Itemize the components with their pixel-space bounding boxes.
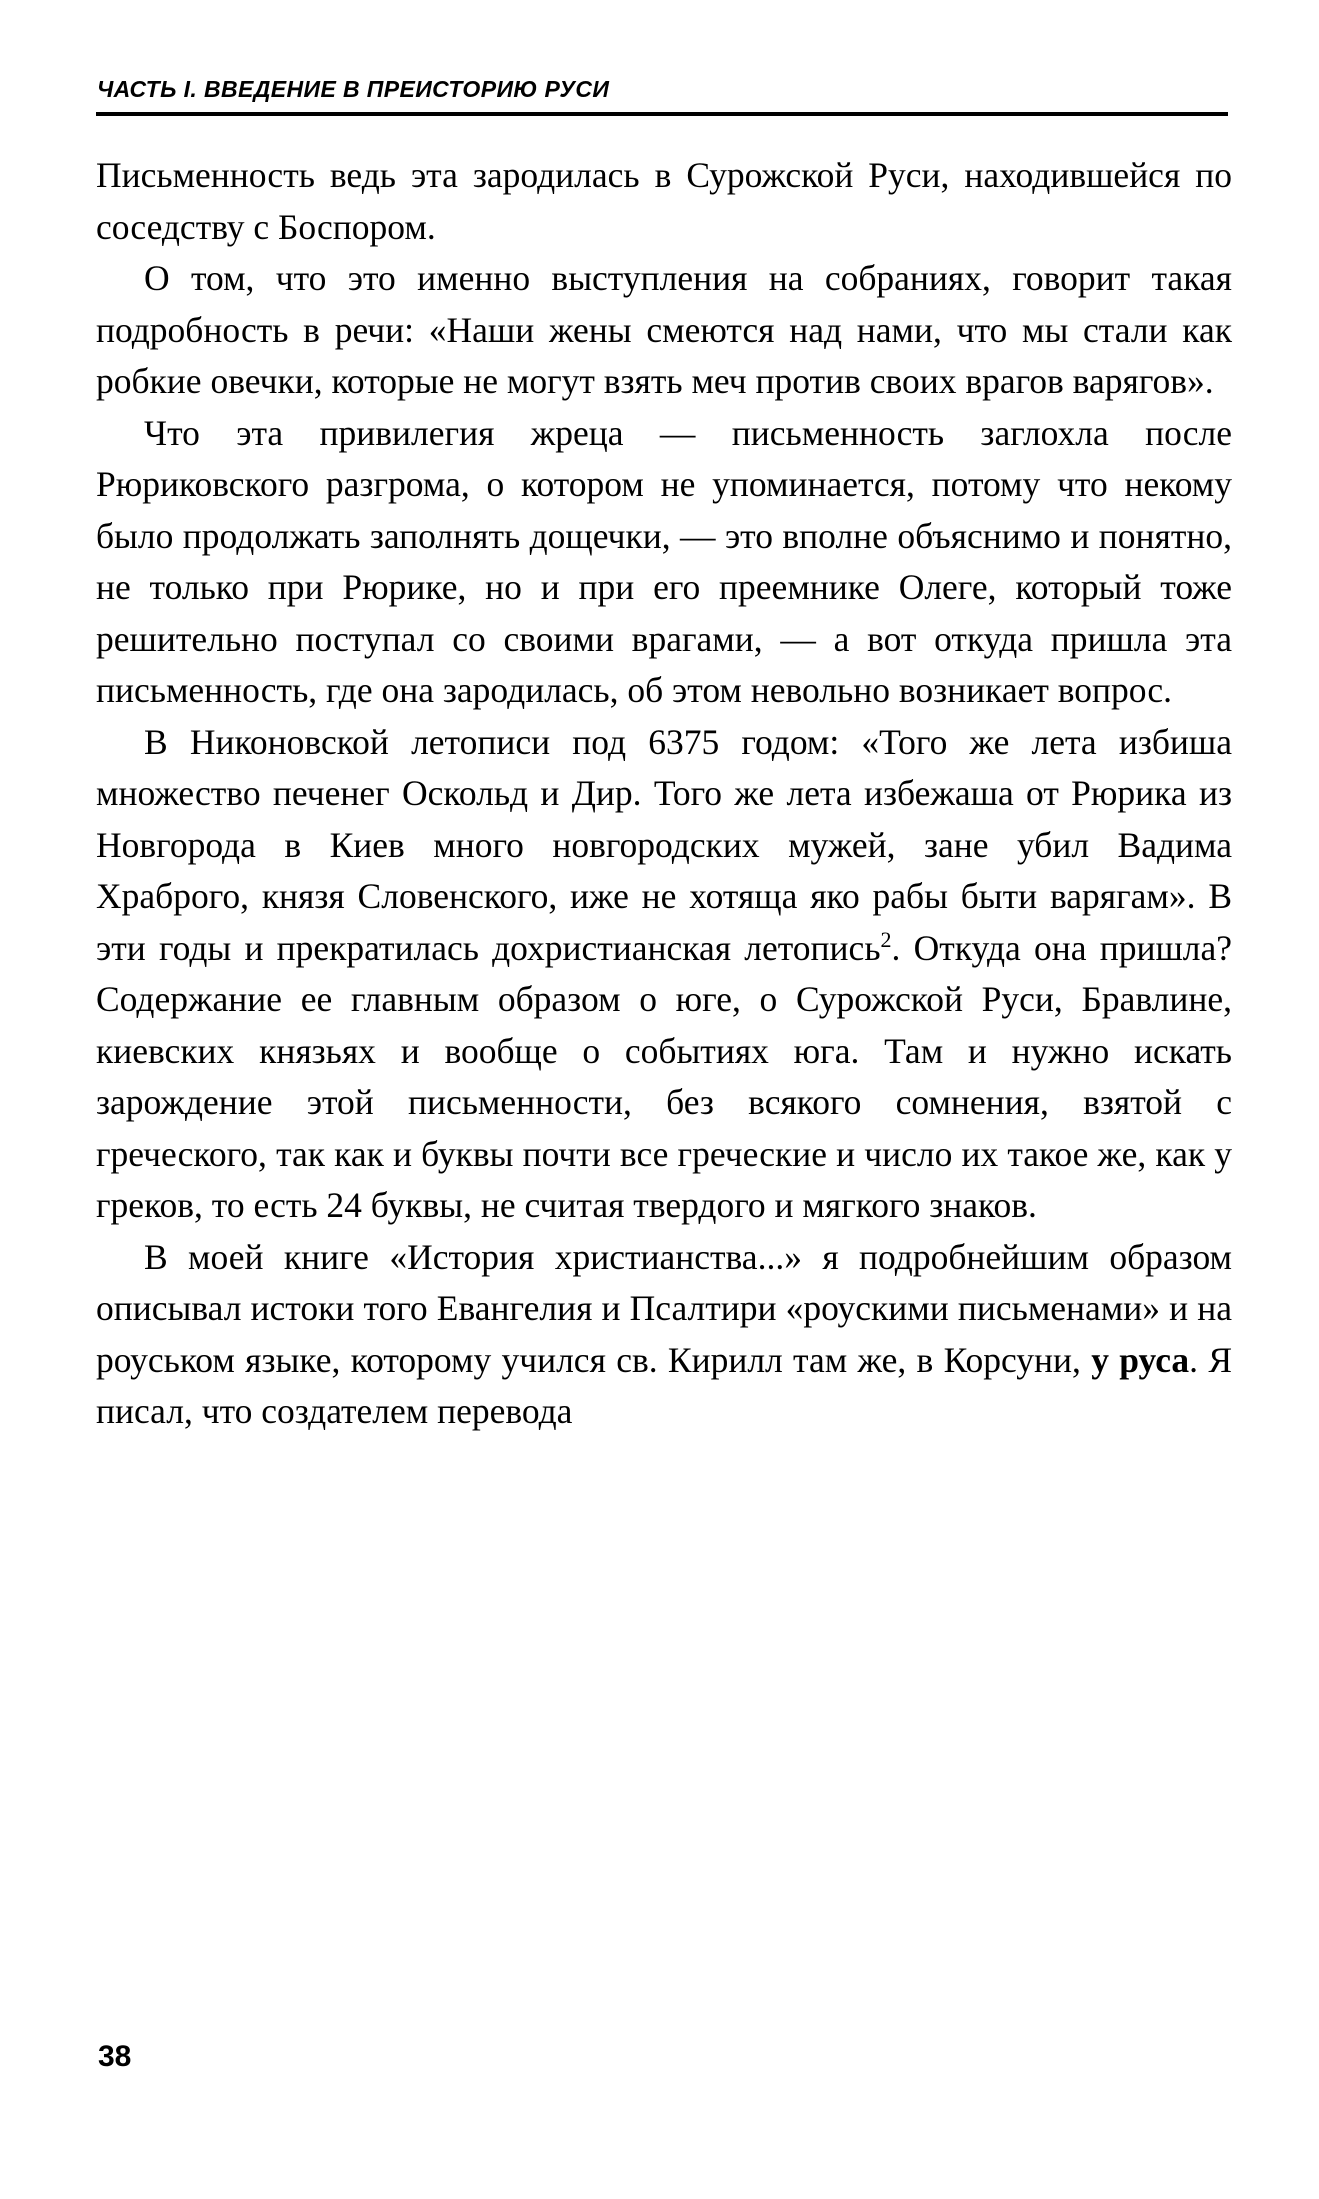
paragraph-1: Письменность ведь эта зародилась в Сурожской Руси, находившейся по соседству с Боспором. [96,155,1232,247]
page-number: 38 [98,2040,132,2073]
paragraph-5-text-part1: В моей книге «История христианства...» я подробнейшим образом описывал истоки того Евангелия и Псалтири «роускими письменами» и на роуськом языке, которому учился св. Кирилл там же, в Корсуни, [96,1236,1232,1380]
running-head: ЧАСТЬ I. ВВЕДЕНИЕ В ПРЕИСТОРИЮ РУСИ [97,76,610,102]
body-text [96,150,1232,1438]
footnote-marker: 2 [880,926,892,952]
paragraph-5 [96,1232,1232,1438]
paragraph-5-emphasis: у руса [1091,1339,1190,1380]
paragraph-5-text-part2: . Я писал, что создателем перевода [96,1339,1232,1431]
page-content [96,76,1232,1438]
header-rule [96,112,1228,116]
paragraph-4 [96,717,1232,1232]
paragraph-4-text-after-note: . Откуда она пришла? Содержание ее главным образом о юге, о Сурожской Руси, Бравлине, киевских князьях и вообще о событиях юга. Там и нужно искать зарождение этой письменности, без всякого сомнения, взятой с греческого, так как и буквы почти все греческие и число их такое же, как у греков, то есть 24 буквы, не считая твердого и мягкого знаков. [96,927,1233,1225]
paragraph-2: О том, что это именно выступления на собраниях, говорит такая подробность в речи: «Наши жены смеются над нами, что мы стали как робкие овечки, которые не могут взять меч против своих врагов варягов». [96,258,1232,401]
paragraph-4-text-before-note: В Никоновской летописи под 6375 годом: «Того же лета избиша множество печенег Оскольд и Дир. Того же лета избежаша от Рюрика из Новгорода в Киев много новгородских мужей, зане убил Вадима Храброго, князя Словенского, иже не хотяща яко рабы быти варягам». В эти годы и прекратилась дохристианская летопись [96,721,1232,968]
paragraph-3: Что эта привилегия жреца — письменность заглохла после Рюриковского разгрома, о котором не упоминается, потому что некому было продолжать заполнять дощечки, — это вполне объяснимо и понятно, не только при Рюрике, но и при его преемнике Олеге, который тоже решительно поступал со своими врагами, — а вот откуда пришла эта письменность, где она зародилась, об этом невольно возникает вопрос. [96,412,1232,710]
